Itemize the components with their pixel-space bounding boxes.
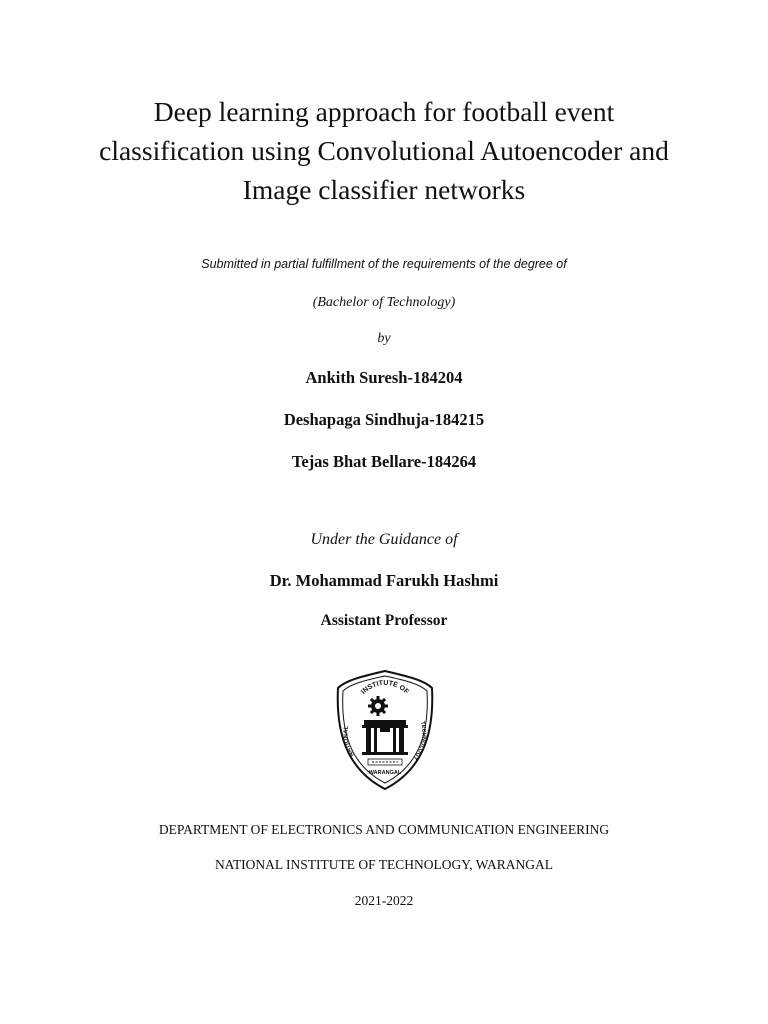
degree-name: (Bachelor of Technology)	[312, 295, 456, 310]
academic-year: 2021-2022	[354, 893, 414, 908]
submission-statement: Submitted in partial fulfillment of the requirements of the degree of	[201, 257, 567, 271]
by-label: by	[377, 331, 391, 346]
author-2: Deshapaga Sindhuja-184215	[283, 410, 485, 429]
thesis-title-line-1: Deep learning approach for football event	[153, 96, 615, 127]
guidance-label: Under the Guidance of	[310, 531, 458, 548]
thesis-title-line-3: Image classifier networks	[242, 174, 526, 205]
institute-emblem-icon	[334, 668, 436, 792]
author-1: Ankith Suresh-184204	[305, 368, 463, 387]
department-name: DEPARTMENT OF ELECTRONICS AND COMMUNICATION ENGINEERING	[158, 822, 610, 837]
thesis-title	[0, 92, 768, 209]
institute-name: NATIONAL INSTITUTE OF TECHNOLOGY, WARANGAL	[214, 857, 554, 872]
guide-name: Dr. Mohammad Farukh Hashmi	[269, 571, 499, 590]
author-3: Tejas Bhat Bellare-184264	[291, 452, 477, 471]
svg-text:INSTITUTE OF: INSTITUTE OF	[360, 679, 410, 696]
svg-text:NATIONAL: NATIONAL	[343, 725, 356, 758]
svg-text:TECHNOLOGY: TECHNOLOGY	[411, 720, 427, 762]
guide-designation: Assistant Professor	[320, 612, 448, 629]
thesis-title-line-2: classification using Convolutional Autoencoder and	[99, 135, 669, 166]
svg-text:WARANGAL: WARANGAL	[368, 770, 402, 776]
